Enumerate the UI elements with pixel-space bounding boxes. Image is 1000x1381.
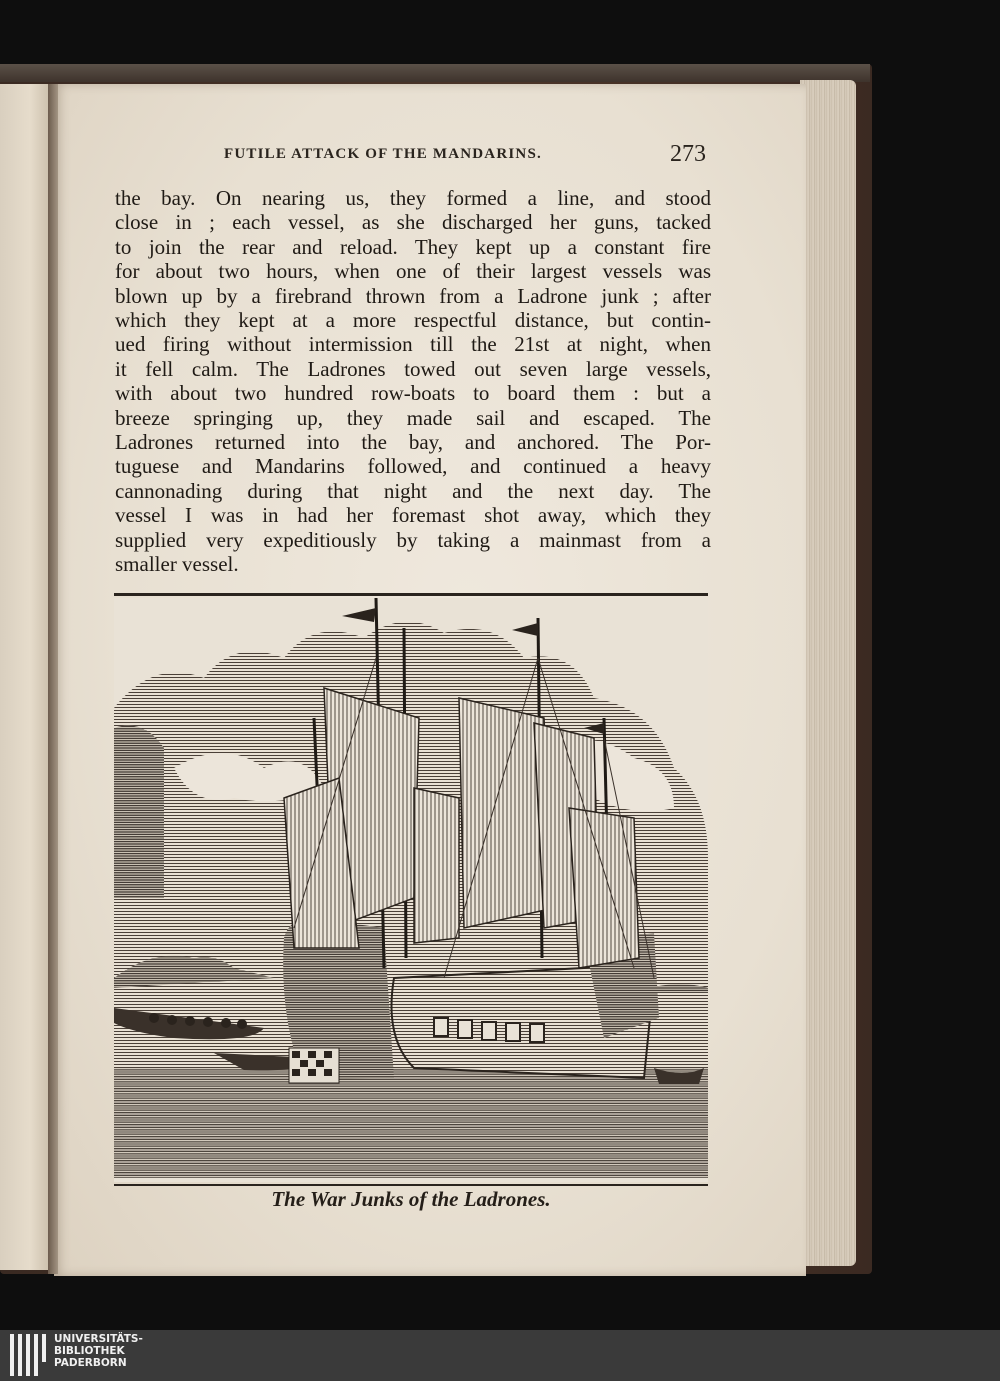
text-line: tuguese and Mandarins followed, and continued a heavy xyxy=(115,454,711,479)
page-stack-edge xyxy=(800,80,856,1266)
library-name-line: PADERBORN xyxy=(54,1357,127,1369)
text-line: smaller vessel. xyxy=(115,552,239,577)
text-line: to join the rear and reload. They kept up a constant fire xyxy=(115,234,711,259)
running-head: FUTILE ATTACK OF THE MANDARINS. xyxy=(224,146,542,162)
text-line: supplied very expeditiously by taking a mainmast from a xyxy=(115,527,711,552)
text-line: ued firing without intermission till the 21st at night, when xyxy=(115,332,711,357)
library-name-line: BIBLIOTHEK xyxy=(54,1345,125,1357)
text-line: which they kept at a more respectful distance, but contin- xyxy=(115,308,711,333)
text-line: Ladrones returned into the bay, and anchored. The Por- xyxy=(115,430,711,455)
text-line: cannonading during that night and the next day. The xyxy=(115,478,711,503)
war-junks-illustration xyxy=(114,598,708,1182)
library-name xyxy=(54,1333,143,1369)
book-gutter xyxy=(48,84,58,1274)
body-text xyxy=(115,186,711,577)
illustration-top-rule xyxy=(114,593,708,596)
illustration-caption: The War Junks of the Ladrones. xyxy=(271,1187,551,1211)
library-footer xyxy=(0,1330,1000,1381)
page-number: 273 xyxy=(670,141,706,167)
text-line: with about two hundred row-boats to board them : but a xyxy=(115,381,711,406)
text-line: it fell calm. The Ladrones towed out seven large vessels, xyxy=(115,356,711,381)
text-line: the bay. On nearing us, they formed a line, and stood xyxy=(115,186,711,210)
text-line: for about two hours, when one of their largest vessels was xyxy=(115,259,711,284)
illustration-bottom-rule xyxy=(114,1184,708,1186)
text-line: breeze springing up, they made sail and escaped. The xyxy=(115,405,711,430)
book-cover-edge xyxy=(0,64,870,82)
library-logo-icon xyxy=(8,1334,48,1376)
text-line: vessel I was in had her foremast shot away, which they xyxy=(115,503,711,528)
text-line: blown up by a firebrand thrown from a Ladrone junk ; after xyxy=(115,283,711,308)
text-line: close in ; each vessel, as she discharged her guns, tacked xyxy=(115,210,711,235)
left-page-edge xyxy=(0,84,50,1270)
library-name-line: UNIVERSITÄTS- xyxy=(54,1333,143,1345)
